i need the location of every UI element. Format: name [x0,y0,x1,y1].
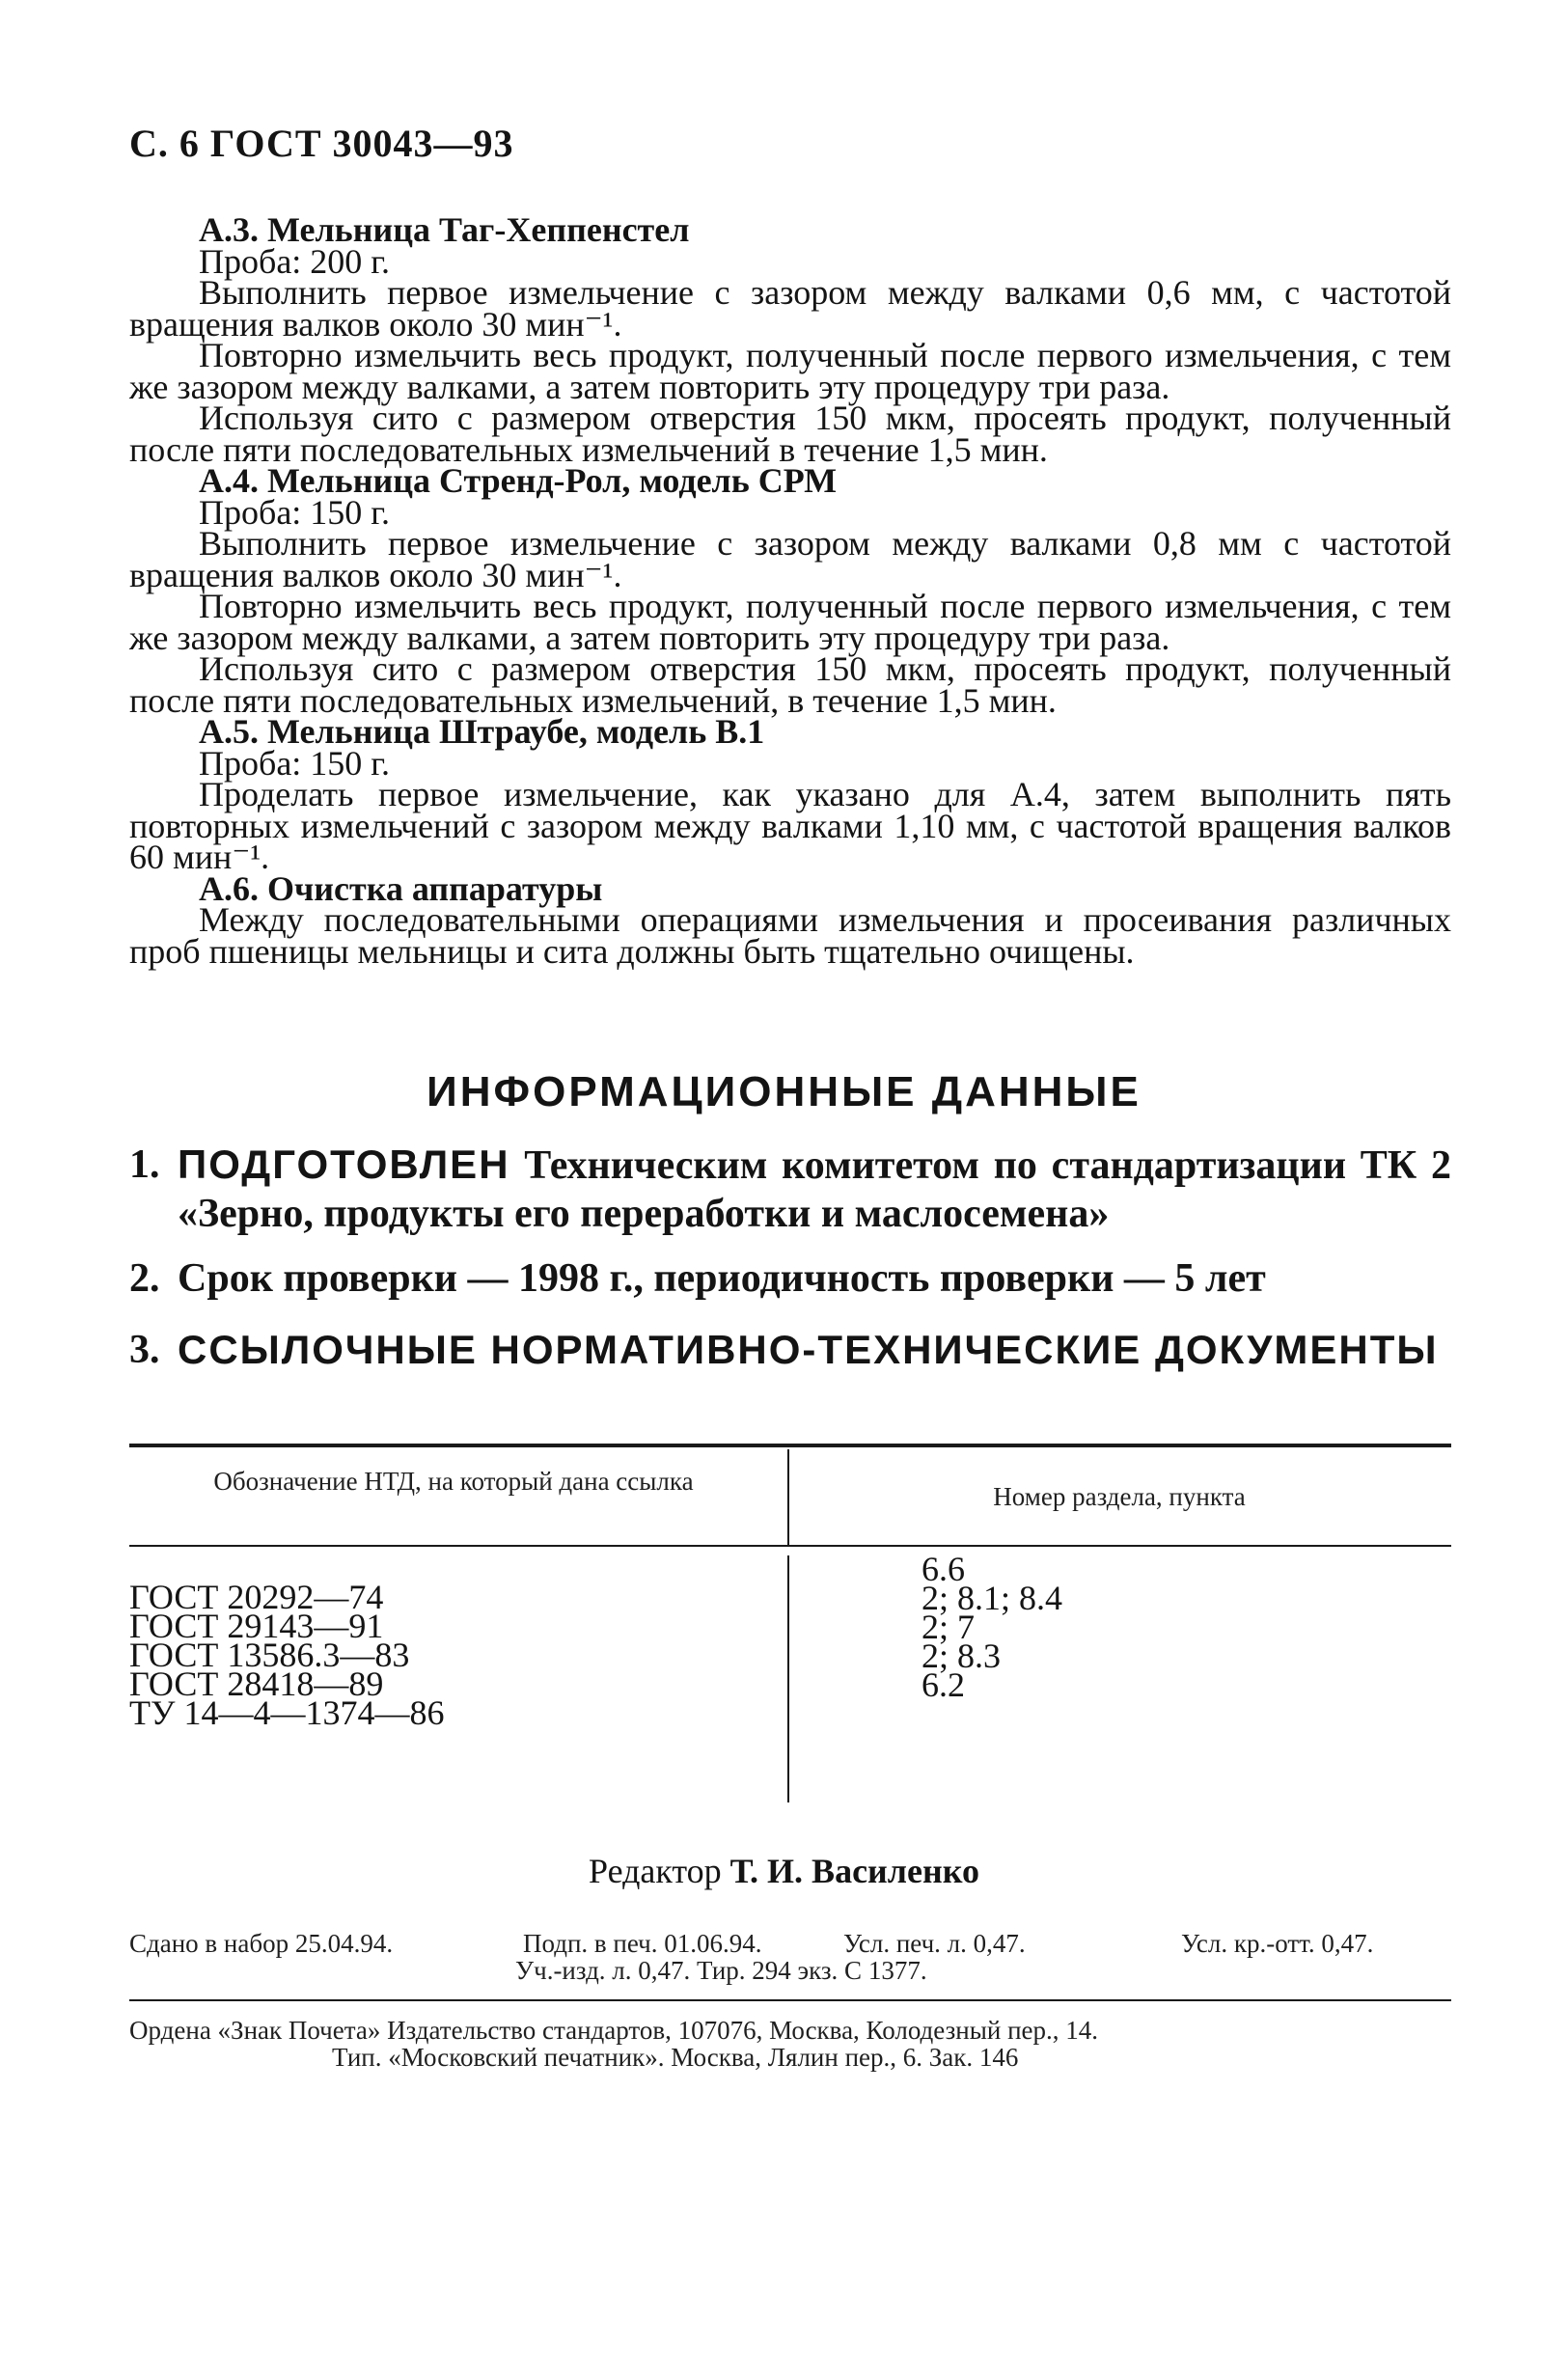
imprint-divider [129,1999,1451,2001]
section-a3-paragraph-3: Используя сито с размером отверстия 150 мкм, просеять продукт, полученный после пяти последовательных измельчений в течение 1,5 мин. [129,399,1451,469]
editor-line [0,1851,1568,1891]
section-a4-paragraph-1: Выполнить первое измельчение с зазором между валками 0,8 мм с частотой вращения валков около 30 мин⁻¹. [129,524,1451,594]
table-row-doc: ГОСТ 29143—91 [129,1607,384,1645]
info-item-1 [129,1141,1451,1238]
section-a4-paragraph-3: Используя сито с размером отверстия 150 мкм, просеять продукт, полученный после пяти последовательных измельчений, в течение 1,5 мин. [129,649,1451,720]
imprint-edition-line: Уч.-изд. л. 0,47. Тир. 294 экз. С 1377. [515,1956,927,1985]
section-a4-paragraph-2: Повторно измельчить весь продукт, полученный после первого измельчения, с тем же зазором между валками, а затем повторить эту процедуру три раза. [129,587,1451,657]
table-row-doc: ТУ 14—4—1374—86 [129,1693,445,1732]
table-row-section: 6.2 [922,1665,965,1704]
section-a3-sample: Проба: 200 г. [199,241,390,281]
info-item-2 [129,1254,1451,1303]
info-item-2-number: 2. [129,1256,160,1301]
table-header-document: Обозначение НТД, на который дана ссылка [213,1467,694,1496]
appendix-body [129,210,1451,971]
info-item-3 [129,1326,1451,1374]
table-row-section: 2; 8.3 [922,1637,1002,1675]
table-row-section: 2; 8.1; 8.4 [922,1579,1063,1617]
table-header-section: Номер раздела, пункта [993,1482,1246,1511]
editor-label: Редактор [589,1852,722,1890]
table-header-rule [129,1545,1451,1547]
info-item-1-text: Техническим комитетом по стандартизации ТК 2 «Зерно, продукты его переработки и маслосемена» [178,1143,1452,1236]
table-row-section: 6.6 [922,1550,965,1588]
section-a3-paragraph-1: Выполнить первое измельчение с зазором между валками 0,6 мм, с частотой вращения валков около 30 мин⁻¹. [129,273,1451,344]
table-top-rule [129,1444,1451,1447]
table-row-doc: ГОСТ 20292—74 [129,1578,384,1616]
section-a4-title: А.4. Мельница Стренд-Рол, модель СРМ [199,461,838,500]
info-item-2-text: Срок проверки — 1998 г., периодичность проверки — 5 лет [178,1256,1266,1301]
publisher-details [129,2017,1451,2071]
section-a5-title: А.5. Мельница Штраубе, модель В.1 [199,712,765,751]
imprint-publisher-line: Ордена «Знак Почета» Издательство стандартов, 107076, Москва, Колодезный пер., 14. [129,2016,1098,2045]
print-details [129,1930,1451,1984]
imprint-printer-line: Тип. «Московский печатник». Москва, Лялин пер., 6. Зак. 146 [332,2043,1019,2072]
table-row-doc: ГОСТ 13586.3—83 [129,1636,410,1674]
section-a3-title: А.3. Мельница Таг-Хеппенстел [199,210,690,249]
table-column-divider [787,1555,789,1802]
info-section-title: ИНФОРМАЦИОННЫЕ ДАННЫЕ [426,1068,1142,1115]
table-row-doc: ГОСТ 28418—89 [129,1664,384,1703]
section-a6-title: А.6. Очистка аппаратуры [199,868,603,908]
section-a4-sample: Проба: 150 г. [199,492,390,532]
table-section-column [922,1550,1063,1704]
info-item-3-text: ССЫЛОЧНЫЕ НОРМАТИВНО-ТЕХНИЧЕСКИЕ ДОКУМЕНТЫ [178,1327,1439,1372]
table-document-column [129,1578,445,1732]
info-item-3-number: 3. [129,1328,160,1372]
info-item-1-number: 1. [129,1142,160,1187]
imprint-print-sheets: Усл. печ. л. 0,47. [843,1929,1026,1958]
table-row-section: 2; 7 [922,1608,976,1646]
section-a3-paragraph-2: Повторно измельчить весь продукт, полученный после первого измельчения, с тем же зазором между валками, а затем повторить эту процедуру три раза. [129,336,1451,406]
table-header-divider [787,1449,789,1545]
imprint-sent: Сдано в набор 25.04.94. [129,1929,394,1958]
section-a6-paragraph-1: Между последовательными операциями измельчения и просеивания различных проб пшеницы мельницы и сита должны быть тщательно очищены. [129,900,1451,971]
page-header: С. 6 ГОСТ 30043—93 [129,122,514,165]
imprint-signed: Подп. в печ. 01.06.94. [523,1929,762,1958]
info-item-1-lead: ПОДГОТОВЛЕН [178,1142,510,1187]
section-a5-paragraph-1: Проделать первое измельчение, как указано для А.4, затем выполнить пять повторных измельчений с зазором между валками 1,10 мм, с частотой вращения валков 60 мин⁻¹. [129,775,1451,876]
section-a5-sample: Проба: 150 г. [199,743,390,783]
editor-name: Т. И. Василенко [729,1852,979,1890]
imprint-color-prints: Усл. кр.-отт. 0,47. [1181,1929,1374,1958]
